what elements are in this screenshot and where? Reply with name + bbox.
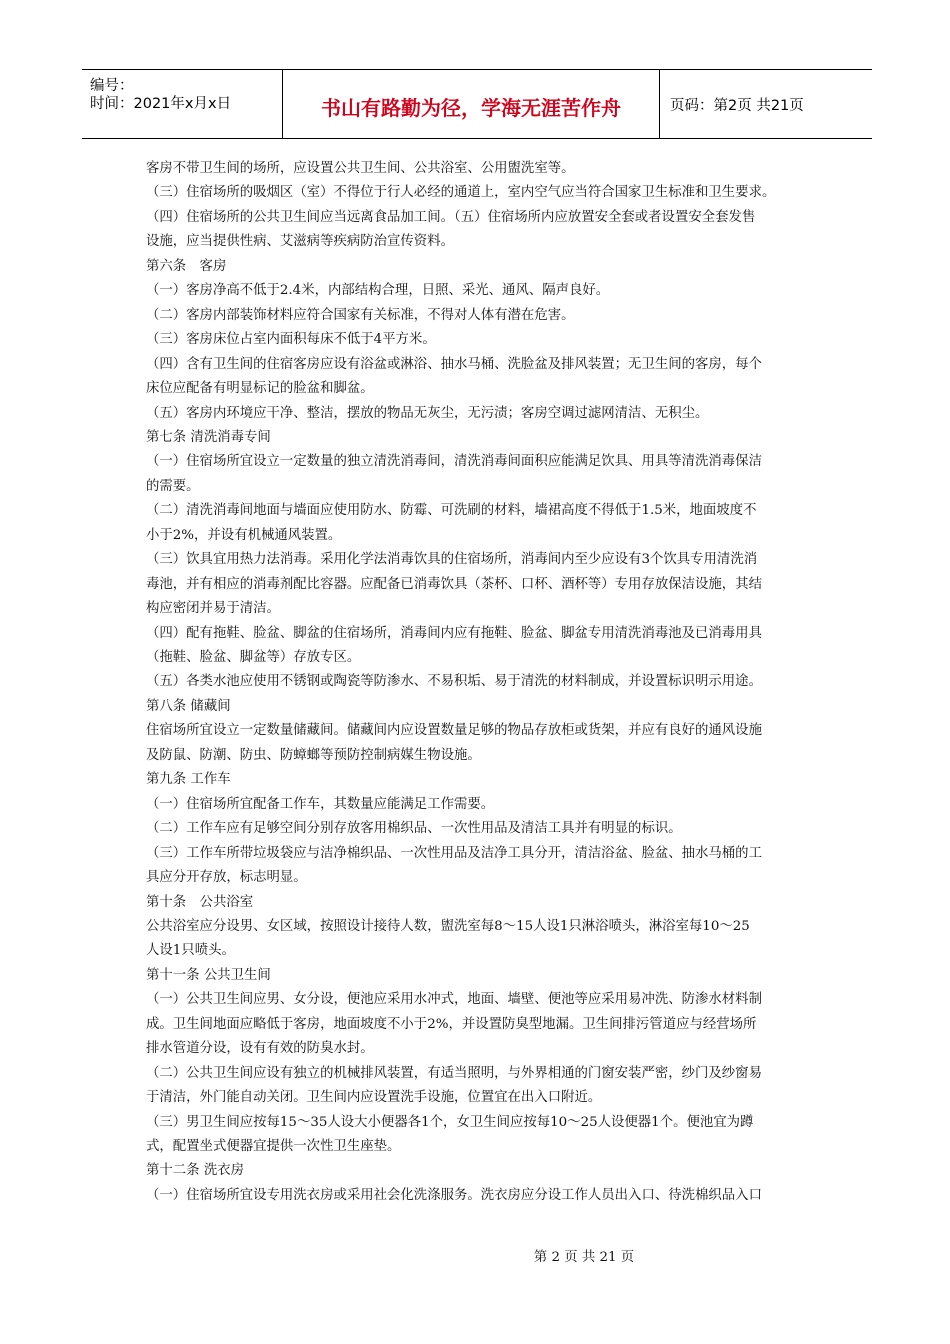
body-text-line: （一）住宿场所宜设立一定数量的独立清洗消毒间，清洗消毒间面积应能满足饮具、用具等清洗消毒保洁 xyxy=(146,454,762,470)
body-text-line: （三）饮具宜用热力法消毒。采用化学法消毒饮具的住宿场所，消毒间内至少应设有3个饮具专用清洗消 xyxy=(146,552,758,568)
body-text-line: 毒池，并有相应的消毒剂配比容器。应配备已消毒饮具（茶杯、口杯、酒杯等）专用存放保洁设施，其结 xyxy=(146,576,762,592)
body-text-line: 第八条 储藏间 xyxy=(146,698,231,714)
body-text-line: 第十条 公共浴室 xyxy=(146,894,254,910)
body-text-line: 及防鼠、防潮、防虫、防蟑螂等预防控制病媒生物设施。 xyxy=(146,747,481,763)
body-text-line: （拖鞋、脸盆、脚盆等）存放专区。 xyxy=(146,650,361,665)
body-text-line: 客房不带卫生间的场所，应设置公共卫生间、公共浴室、公用盥洗室等。 xyxy=(146,161,575,176)
body-text-line: （一）住宿场所宜配备工作车，其数量应能满足工作需要。 xyxy=(146,796,495,812)
header-page-cell xyxy=(660,70,872,138)
body-text-line: 床位应配备有明显标记的脸盆和脚盆。 xyxy=(146,381,374,396)
document-time-label: 时间：2021年x月x日 xyxy=(90,96,232,112)
body-text-line: 式，配置坐式便器宜提供一次性卫生座垫。 xyxy=(146,1139,401,1154)
body-text-line: （三）工作车所带垃圾袋应与洁净棉织品、一次性用品及洁净工具分开，清洁浴盆、脸盆、抽水马桶的工 xyxy=(146,845,762,861)
body-text-line: （二）公共卫生间应设有独立的机械排风装置，有适当照明，与外界相通的门窗安装严密，纱门及纱窗易 xyxy=(146,1065,762,1081)
header-motto-cell xyxy=(282,70,660,138)
body-text-line: 住宿场所宜设立一定数量储藏间。储藏间内应设置数量足够的物品存放柜或货架，并应有良好的通风设施 xyxy=(146,723,762,739)
page-footer xyxy=(0,1246,950,1265)
body-text-line: 小于2%，并设有机械通风装置。 xyxy=(146,527,342,543)
body-text-line: （五）各类水池应使用不锈钢或陶瓷等防渗水、不易积垢、易于清洗的材料制成，并设置标识明示用途。 xyxy=(146,674,762,690)
footer-page-number: 第 2 页 共 21 页 xyxy=(533,1250,635,1265)
body-text-line: 第六条 客房 xyxy=(146,258,227,274)
body-text-line: 第十一条 公共卫生间 xyxy=(146,967,271,983)
body-text-line: 第七条 清洗消毒专间 xyxy=(146,429,271,445)
body-text-line: （二）工作车应有足够空间分别存放客用棉织品、一次性用品及清洁工具并有明显的标识。 xyxy=(146,821,682,837)
body-text-line: （三）客房床位占室内面积每床不低于4平方米。 xyxy=(146,332,436,348)
body-text-line: 公共浴室应分设男、女区域，按照设计接待人数，盥洗室每8～15人设1只淋浴喷头，淋浴室每10～25 xyxy=(146,918,750,934)
body-text-line: （二）清洗消毒间地面与墙面应使用防水、防霉、可洗刷的材料，墙裙高度不得低于1.5米，地面坡度不 xyxy=(146,503,757,519)
body-text-line: 成。卫生间地面应略低于客房，地面坡度不小于2%，并设置防臭型地漏。卫生间排污管道应与经营场所 xyxy=(146,1016,757,1032)
body-text-line: （三）住宿场所的吸烟区（室）不得位于行人必经的通道上，室内空气应当符合国家卫生标准和卫生要求。 xyxy=(146,185,776,201)
body-text-line: （四）配有拖鞋、脸盆、脚盆的住宿场所，消毒间内应有拖鞋、脸盆、脚盆专用清洗消毒池及已消毒用具 xyxy=(146,625,762,641)
header-page-number: 页码：第2页 共21页 xyxy=(670,98,804,114)
body-text-line: （三）男卫生间应按每15～35人设大小便器各1个，女卫生间应按每10～25人设便器1个。便池宜为蹲 xyxy=(146,1114,754,1130)
body-text-line: 的需要。 xyxy=(146,478,200,494)
document-number-label: 编号： xyxy=(90,78,134,94)
body-text-line: 构应密闭并易于清洁。 xyxy=(146,601,280,617)
body-text-line: 具应分开存放，标志明显。 xyxy=(146,870,307,885)
body-text-line: 第十二条 洗衣房 xyxy=(146,1163,244,1179)
body-text-line: 人设1只喷头。 xyxy=(146,943,235,959)
body-text-line: （一）公共卫生间应男、女分设，便池应采用水冲式，地面、墙壁、便池等应采用易冲洗、防渗水材料制 xyxy=(146,992,762,1008)
header-meta xyxy=(82,70,282,138)
body-text-line: （四）含有卫生间的住宿客房应设有浴盆或淋浴、抽水马桶、洗脸盆及排风装置；无卫生间的客房，每个 xyxy=(146,356,762,372)
body-text-line: （二）客房内部装饰材料应符合国家有关标准，不得对人体有潜在危害。 xyxy=(146,307,575,323)
body-text-line: 第九条 工作车 xyxy=(146,772,231,788)
body-text-line: 设施，应当提供性病、艾滋病等疾病防治宣传资料。 xyxy=(146,234,454,250)
body-text-line: （四）住宿场所的公共卫生间应当远离食品加工间。（五）住宿场所内应放置安全套或者设置安全套发售 xyxy=(146,209,756,225)
page-header xyxy=(82,69,872,139)
body-text-line: 于清洁，外门能自动关闭。卫生间内应设置洗手设施，位置宜在出入口附近。 xyxy=(146,1090,602,1106)
body-text-line: （一）客房净高不低于2.4米，内部结构合理，日照、采光、通风、隔声良好。 xyxy=(146,283,610,299)
header-motto: 书山有路勤为径，学海无涯苦作舟 xyxy=(321,96,621,120)
body-text-line: （五）客房内环境应干净、整洁，摆放的物品无灰尘，无污渍；客房空调过滤网清洁、无积尘。 xyxy=(146,405,709,421)
body-text-line: 排水管道分设，设有有效的防臭水封。 xyxy=(146,1041,374,1057)
body-text-line: （一）住宿场所宜设专用洗衣房或采用社会化洗涤服务。洗衣房应分设工作人员出入口、待洗棉织品入口 xyxy=(146,1187,762,1203)
